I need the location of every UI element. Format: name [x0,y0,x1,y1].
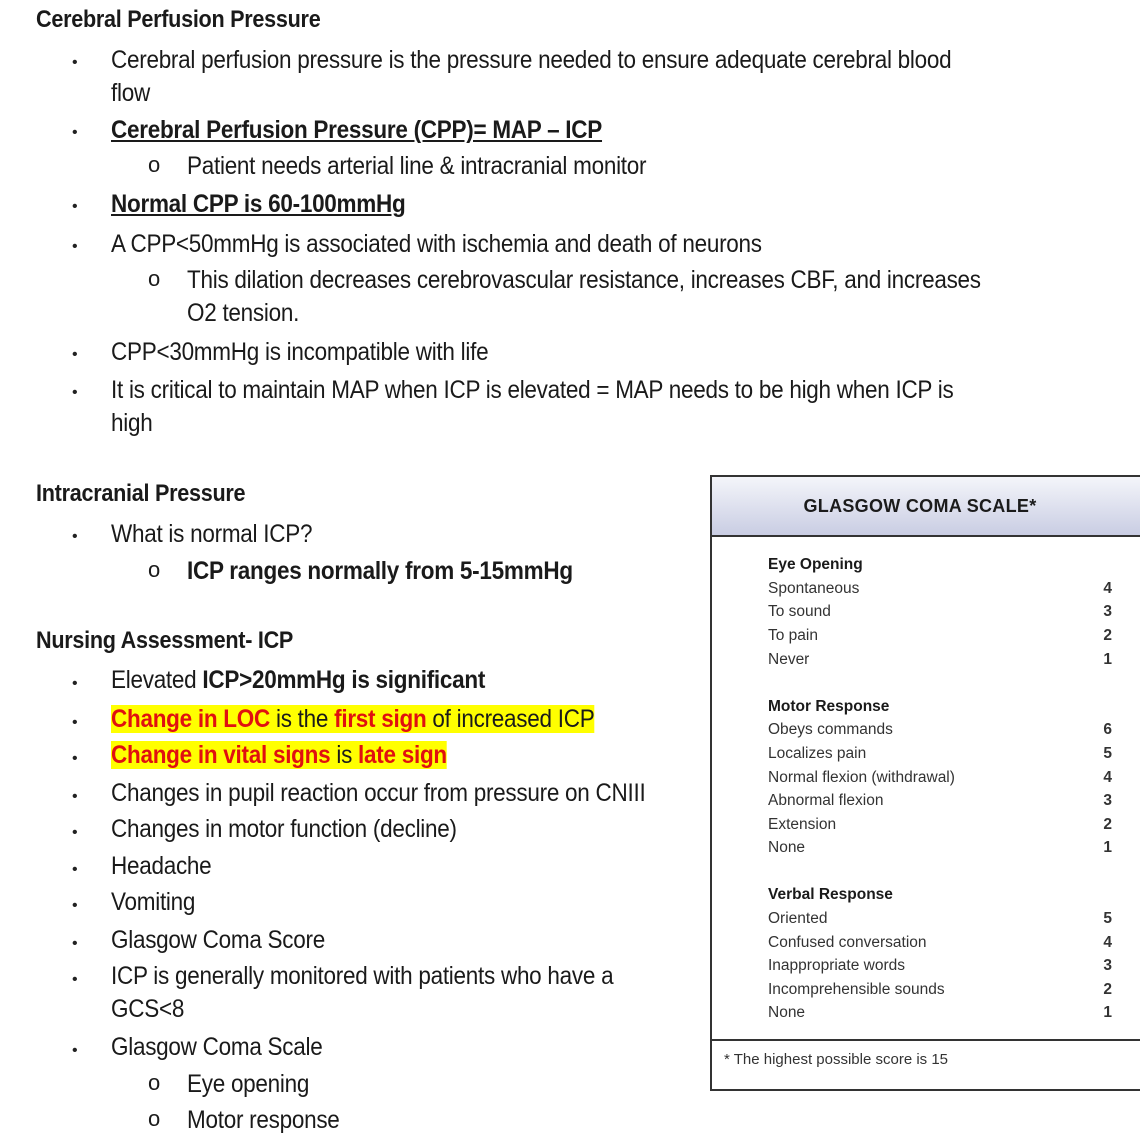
sub-bullet: o [148,1070,161,1095]
list-item: Motor response [187,1106,340,1134]
section-heading-cpp: Cerebral Perfusion Pressure [36,6,321,33]
section-heading-icp: Intracranial Pressure [36,480,246,507]
bullet: • [72,124,78,141]
bullet: • [72,1042,78,1059]
sub-bullet: o [148,152,161,177]
cpp-formula: Cerebral Perfusion Pressure (CPP)= MAP – ICP [111,116,603,144]
gcs-section-verbal: Verbal Response [768,886,893,903]
bullet: • [72,788,78,805]
gcs-row: Normal flexion (withdrawal) 4 [768,769,1112,786]
bullet: • [72,528,78,545]
bullet: • [72,861,78,878]
bullet: • [72,714,78,731]
list-item: ICP ranges normally from 5-15mmHg [187,557,573,585]
bullet: • [72,935,78,952]
list-item: ICP is generally monitored with patients who have a GCS<8 [111,962,614,1023]
gcs-row: Abnormal flexion 3 [768,792,1112,809]
sub-bullet: o [148,266,161,291]
bullet: • [72,384,78,401]
list-item: This dilation decreases cerebrovascular resistance, increases CBF, and increases O2 tension. [187,266,981,327]
list-item: CPP<30mmHg is incompatible with life [111,338,489,366]
gcs-row: Spontaneous 4 [768,580,1112,597]
highlighted-item-loc: Change in LOC is the first sign of increased ICP [111,705,595,733]
list-item: Patient needs arterial line & intracranial monitor [187,152,647,180]
list-item: Changes in pupil reaction occur from pressure on CNIII [111,779,646,807]
gcs-header [712,477,1140,537]
bullet: • [72,346,78,363]
gcs-title: GLASGOW COMA SCALE* [803,495,1037,516]
gcs-row: None 1 [768,839,1112,856]
gcs-row: Never 1 [768,651,1112,668]
bullet: • [72,238,78,255]
section-heading-nursing-assessment: Nursing Assessment- ICP [36,627,294,654]
list-item: What is normal ICP? [111,520,313,548]
sub-bullet: o [148,1106,161,1131]
gcs-row: Localizes pain 5 [768,745,1112,762]
gcs-row: None 1 [768,1004,1112,1021]
gcs-row: Inappropriate words 3 [768,957,1112,974]
bullet: • [72,750,78,767]
gcs-row: Confused conversation 4 [768,934,1112,951]
list-item: Vomiting [111,888,196,916]
bullet: • [72,971,78,988]
gcs-section-eye: Eye Opening [768,556,863,573]
bullet: • [72,54,78,71]
gcs-row: To sound 3 [768,603,1112,620]
list-item: A CPP<50mmHg is associated with ischemia and death of neurons [111,230,762,258]
gcs-section-motor: Motor Response [768,698,890,715]
bullet: • [72,897,78,914]
normal-cpp: Normal CPP is 60-100mmHg [111,190,406,218]
gcs-row: To pain 2 [768,627,1112,644]
bullet: • [72,198,78,215]
list-item: Elevated ICP>20mmHg is significant [111,666,486,694]
list-item: Glasgow Coma Scale [111,1033,323,1061]
bullet: • [72,824,78,841]
gcs-row: Extension 2 [768,816,1112,833]
list-item: Cerebral perfusion pressure is the pressure needed to ensure adequate cerebral blood flow [111,46,952,107]
gcs-row: Oriented 5 [768,910,1112,927]
list-item: Glasgow Coma Score [111,926,325,954]
list-item: Headache [111,852,212,880]
gcs-row: Obeys commands 6 [768,721,1112,738]
sub-bullet: o [148,557,161,582]
highlighted-item-vitals: Change in vital signs is late sign [111,741,447,769]
bullet: • [72,675,78,692]
glasgow-coma-scale-table [710,475,1140,1091]
gcs-row: Incomprehensible sounds 2 [768,981,1112,998]
list-item: Eye opening [187,1070,310,1098]
list-item: It is critical to maintain MAP when ICP is elevated = MAP needs to be high when ICP is high [111,376,954,437]
gcs-footnote: * The highest possible score is 15 [712,1039,1140,1068]
list-item: Changes in motor function (decline) [111,815,457,843]
